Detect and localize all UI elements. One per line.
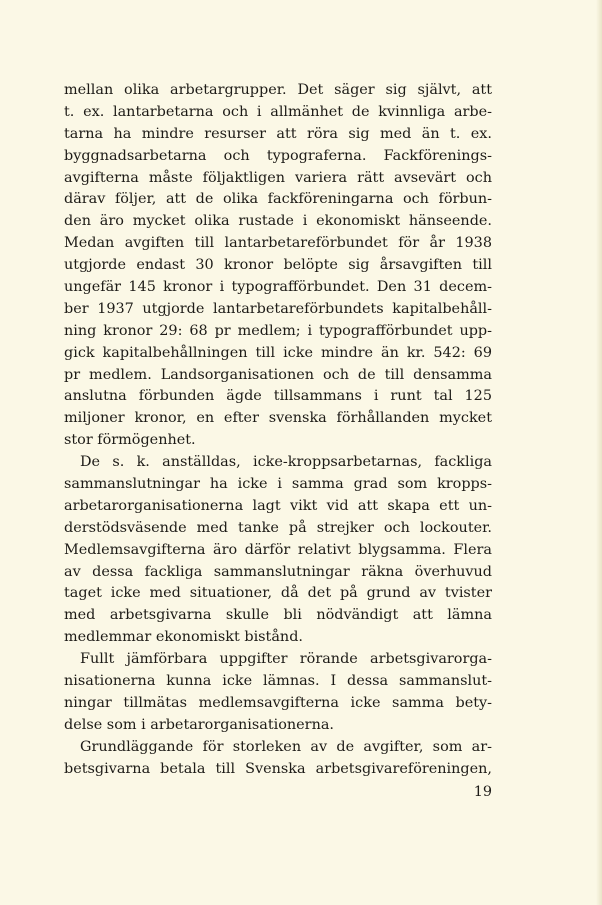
text-line: utgjorde endast 30 kronor belöpte sig årsavgiften till [64,257,492,274]
text-line: mellan olika arbetargrupper. Det säger sig självt, att [64,82,492,98]
text-line: tarna ha mindre resurser att röra sig med än t. ex. [64,125,492,142]
text-line: gick kapitalbehållningen till icke mindre än kr. 542: 69 [64,344,492,361]
text-line: derstödsväsende med tanke på strejker och lockouter. [64,519,492,536]
text-line: medlemmar ekonomiskt bistånd. [64,629,303,646]
text-line: Grundläggande för storleken av de avgifter, som ar- [80,738,492,755]
text-line: nisationerna kunna icke lämnas. I dessa sammanslut- [64,673,492,690]
text-line: därav följer, att de olika fackföreningarna och förbun- [64,191,492,208]
text-line: pr medlem. Landsorganisationen och de till densamma [64,366,492,383]
text-line: av dessa fackliga sammanslutningar räkna överhuvud [64,563,492,580]
text-line: stor förmögenhet. [64,432,196,449]
page-number: 19 [473,784,492,800]
text-line: avgifterna måste följaktligen variera rätt avsevärt och [64,169,492,186]
text-line: De s. k. anställdas, icke-kroppsarbetarnas, fackliga [80,454,492,471]
page-edge [596,0,602,905]
text-line: Fullt jämförbara uppgifter rörande arbetsgivarorga- [80,651,492,668]
text-line: Medan avgiften till lantarbetareförbundet för år 1938 [64,235,492,252]
text-line: med arbetsgivarna skulle bli nödvändigt att lämna [64,607,492,624]
text-line: sammanslutningar ha icke i samma grad som kropps- [64,476,492,493]
text-line: ungefär 145 kronor i typografförbundet. Den 31 decem- [64,279,492,296]
text-line: arbetarorganisationerna lagt vikt vid att skapa ett un- [64,497,492,514]
text-line: taget icke med situationer, då det på grund av tvister [64,585,492,602]
text-line: ning kronor 29: 68 pr medlem; i typografförbundet upp- [64,322,492,339]
text-line: ningar tillmätas medlemsavgifterna icke samma bety- [64,694,492,711]
text-line: delse som i arbetarorganisationerna. [64,716,334,733]
text-line: t. ex. lantarbetarna och i allmänhet de kvinnliga arbe- [64,103,492,120]
text-line: Medlemsavgifterna äro därför relativt blygsamma. Flera [64,541,492,558]
text-line: miljoner kronor, en efter svenska förhållanden mycket [64,410,492,427]
body-text [64,80,492,781]
text-line: ber 1937 utgjorde lantarbetareförbundets kapitalbehåll- [64,300,492,317]
text-line: byggnadsarbetarna och typograferna. Fackförenings- [64,147,492,164]
text-line: den äro mycket olika rustade i ekonomiskt hänseende. [64,213,492,230]
text-line: betsgivarna betala till Svenska arbetsgivareföreningen, [64,760,492,777]
text-line: anslutna förbunden ägde tillsammans i runt tal 125 [64,388,492,405]
